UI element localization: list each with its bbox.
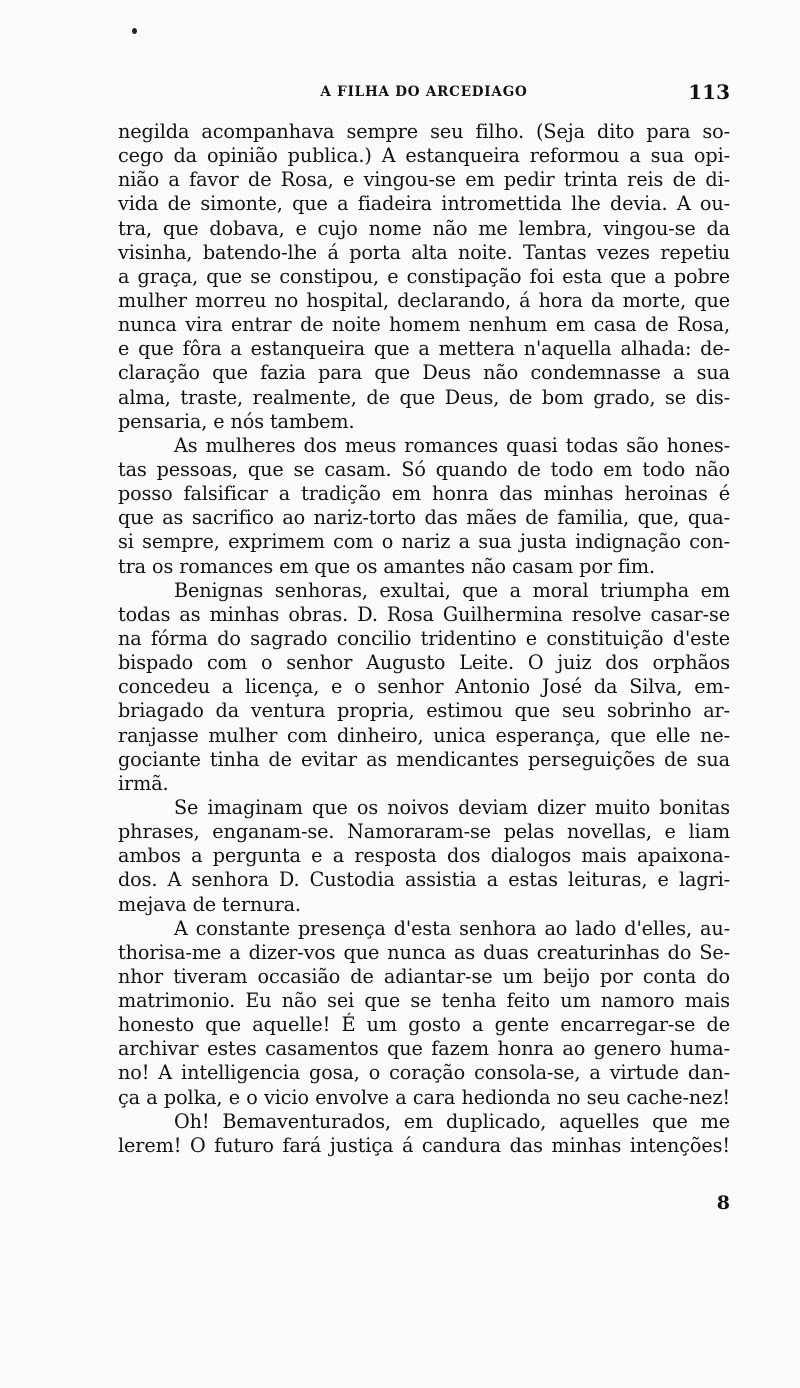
text-line: Benignas senhoras, exultai, que a moral triumpha em <box>174 578 730 602</box>
text-line: nhor tiveram occasião de adiantar-se um beijo por conta do <box>118 964 730 988</box>
text-line: irmã. <box>118 771 169 795</box>
text-line: tra os romances em que os amantes não casam por fim. <box>118 554 656 578</box>
text-line: si sempre, exprimem com o nariz a sua justa indignação con- <box>118 530 730 554</box>
text-line: cego da opinião publica.) A estanqueira reformou a sua opi- <box>118 144 730 168</box>
text-line: negilda acompanhava sempre seu filho. (Seja dito para so- <box>118 120 730 143</box>
text-line: dos. A senhora D. Custodia assistia a estas leituras, e lagri- <box>118 868 730 892</box>
text-line: Oh! Bemaventurados, em duplicado, aquelles que me <box>174 1109 730 1133</box>
text-line: todas as minhas obras. D. Rosa Guilhermina resolve casar-se <box>118 602 730 626</box>
text-line: thorisa-me a dizer-vos que nunca as duas creaturinhas do Se- <box>118 940 730 964</box>
text-line: claração que fazia para que Deus não condemnasse a sua <box>118 361 730 385</box>
running-title: A FILHA DO ARCEDIAGO <box>320 84 528 100</box>
text-line: bispado com o senhor Augusto Leite. O juiz dos orphãos <box>118 651 730 675</box>
text-line: Se imaginam que os noivos deviam dizer muito bonitas <box>174 795 730 819</box>
text-line: pensaria, e nós tambem. <box>118 409 355 433</box>
text-line: na fórma do sagrado concilio tridentino e constituição d'este <box>118 626 730 650</box>
text-line: As mulheres dos meus romances quasi todas são hones- <box>174 433 730 457</box>
text-line: que as sacrifico ao nariz-torto das mães de familia, que, qua- <box>118 506 730 530</box>
text-line: mejava de ternura. <box>118 892 301 916</box>
text-line: mulher morreu no hospital, declarando, á hora da morte, que <box>118 288 730 312</box>
text-line: tas pessoas, que se casam. Só quando de todo em todo não <box>118 457 730 481</box>
text-line: vida de simonte, que a fiadeira intromettida lhe devia. A ou- <box>118 192 730 216</box>
text-line: ranjasse mulher com dinheiro, unica esperança, que elle ne- <box>118 723 730 747</box>
text-line: lerem! O futuro fará justiça á candura das minhas intenções! <box>118 1133 730 1157</box>
text-line: visinha, batendo-lhe á porta alta noite. Tantas vezes repetiu <box>118 240 730 264</box>
ink-speck-icon <box>132 28 137 34</box>
page-number: 113 <box>688 80 730 104</box>
text-line: honesto que aquelle! É um gosto a gente encarregar-se de <box>118 1013 730 1037</box>
text-line: e que fôra a estanqueira que a mettera n'aquella alhada: de- <box>118 337 730 361</box>
text-line: concedeu a licença, e o senhor Antonio José da Silva, em- <box>118 675 730 699</box>
text-line: briagado da ventura propria, estimou que seu sobrinho ar- <box>118 699 730 723</box>
signature-mark: 8 <box>716 1192 730 1214</box>
running-head <box>118 80 730 110</box>
text-line: a graça, que se constipou, e constipação foi esta que a pobre <box>118 264 730 288</box>
text-line: phrases, enganam-se. Namoraram-se pelas novellas, e liam <box>118 820 730 844</box>
body-text <box>118 120 730 1158</box>
text-line: matrimonio. Eu não sei que se tenha feito um namoro mais <box>118 989 730 1013</box>
text-line: tra, que dobava, e cujo nome não me lembra, vingou-se da <box>118 216 730 240</box>
text-line: gociante tinha de evitar as mendicantes perseguições de sua <box>118 747 730 771</box>
text-line: ambos a pergunta e a resposta dos dialogos mais apaixona- <box>118 844 730 868</box>
text-line: posso falsificar a tradição em honra das minhas heroinas é <box>118 482 730 506</box>
text-line: ça a polka, e o vicio envolve a cara hedionda no seu cache-nez! <box>118 1085 730 1109</box>
text-line: archivar estes casamentos que fazem honra ao genero huma- <box>118 1037 730 1061</box>
text-line: alma, traste, realmente, de que Deus, de bom grado, se dis- <box>118 385 730 409</box>
text-line: nunca vira entrar de noite homem nenhum em casa de Rosa, <box>118 313 730 337</box>
text-line: no! A intelligencia gosa, o coração consola-se, a virtude dan- <box>118 1061 730 1085</box>
text-line: nião a favor de Rosa, e vingou-se em pedir trinta reis de di- <box>118 168 730 192</box>
text-line: A constante presença d'esta senhora ao lado d'elles, au- <box>174 916 730 940</box>
